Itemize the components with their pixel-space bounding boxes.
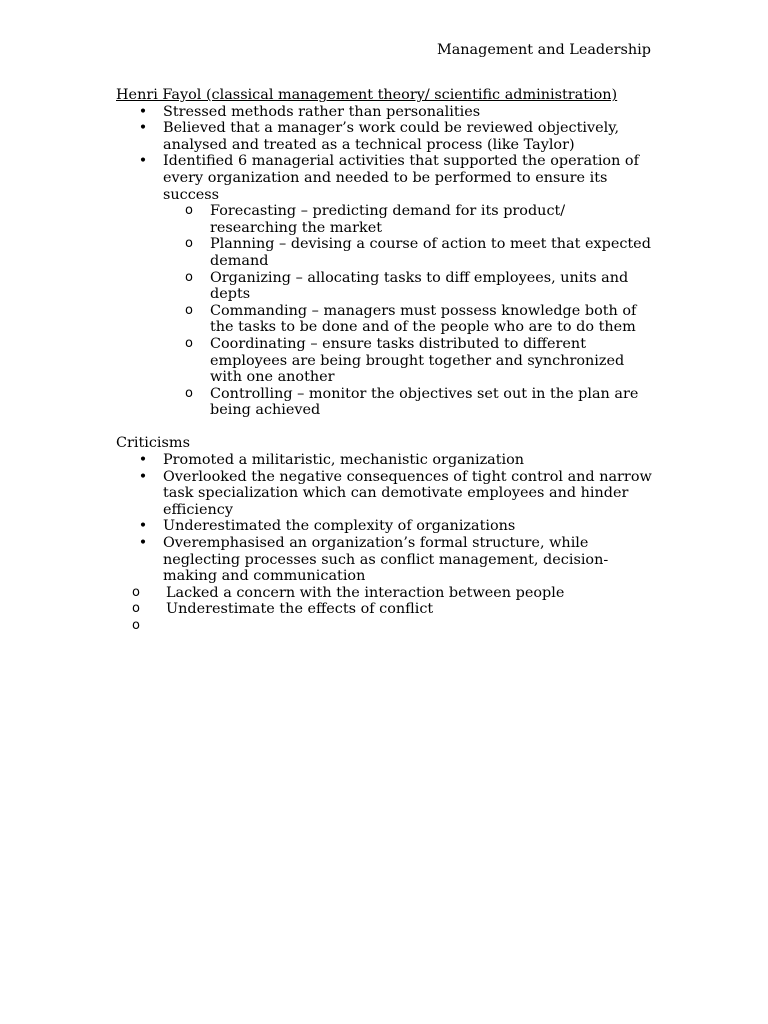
- list-item: [116, 452, 656, 469]
- activity-text: Organizing – allocating tasks to diff employees, units and depts: [210, 269, 629, 303]
- bullet-text: Stressed methods rather than personalities: [163, 103, 481, 120]
- section-title-criticisms: Criticisms: [116, 435, 190, 452]
- sub-marker: o: [132, 601, 140, 617]
- bullet-text: Underestimated the complexity of organizations: [163, 518, 516, 535]
- sub-marker: o: [185, 269, 193, 285]
- list-item: [116, 618, 656, 635]
- sub-marker: o: [185, 203, 193, 219]
- activity-text: Forecasting – predicting demand for its product/ researching the market: [210, 203, 566, 236]
- list-item: [116, 518, 656, 535]
- activity-text: Commanding – managers must possess knowledge both of the tasks to be done and of the people who are to do them: [210, 302, 637, 336]
- sub-marker: o: [185, 302, 193, 318]
- bullet-marker: •: [138, 518, 148, 535]
- bullet-marker: •: [138, 120, 148, 137]
- activities-list: [163, 203, 656, 419]
- section-title-fayol: Henri Fayol (classical management theory/ scientific administration): [116, 87, 618, 103]
- bullet-marker: •: [138, 535, 148, 552]
- bullet-marker: •: [138, 103, 148, 120]
- sub-item-text: Lacked a concern with the interaction between people: [166, 584, 565, 601]
- list-item: [163, 336, 656, 386]
- list-item: [163, 236, 656, 269]
- list-item: [116, 601, 656, 618]
- sub-item-text: [166, 618, 171, 634]
- list-item: [116, 120, 656, 153]
- sub-item-text: Underestimate the effects of conflict: [166, 601, 434, 618]
- bullet-text: Believed that a manager’s work could be reviewed objectively, analysed and treated as a technical process (like Taylor): [163, 120, 620, 153]
- list-item: [116, 153, 656, 419]
- document-body: [116, 87, 656, 635]
- sub-marker: o: [132, 584, 140, 600]
- criticisms-sub-list: [116, 585, 656, 635]
- criticisms-bullet-list: [116, 452, 656, 585]
- activity-text: Planning – devising a course of action to meet that expected demand: [210, 236, 651, 269]
- list-item: [163, 303, 656, 336]
- sub-marker: o: [132, 618, 140, 633]
- bullet-text: Overemphasised an organization’s formal structure, while neglecting processes such as conflict management, decision-making and communication: [163, 535, 609, 585]
- bullet-text: Promoted a militaristic, mechanistic organization: [163, 452, 525, 469]
- bullet-marker: •: [138, 153, 148, 170]
- list-item: [116, 585, 656, 602]
- list-item: [163, 270, 656, 303]
- bullet-text: Overlooked the negative consequences of tight control and narrow task specialization which can demotivate employees and hinder efficiency: [163, 468, 652, 518]
- sub-marker: o: [185, 236, 193, 252]
- list-item: [163, 386, 656, 419]
- list-item: [116, 535, 656, 585]
- list-item: [116, 469, 656, 519]
- bullet-marker: •: [138, 468, 148, 485]
- bullet-marker: •: [138, 452, 148, 469]
- list-item: [116, 104, 656, 121]
- bullet-text: Identified 6 managerial activities that supported the operation of every organization and needed to be performed to ensure its success: [163, 153, 639, 203]
- fayol-bullet-list: [116, 104, 656, 419]
- sub-marker: o: [185, 335, 193, 351]
- sub-marker: o: [185, 385, 193, 401]
- page-header: Management and Leadership: [436, 42, 651, 58]
- activity-text: Controlling – monitor the objectives set out in the plan are being achieved: [210, 385, 639, 419]
- list-item: [163, 203, 656, 236]
- activity-text: Coordinating – ensure tasks distributed to different employees are being brought together and synchronized with one another: [210, 335, 625, 386]
